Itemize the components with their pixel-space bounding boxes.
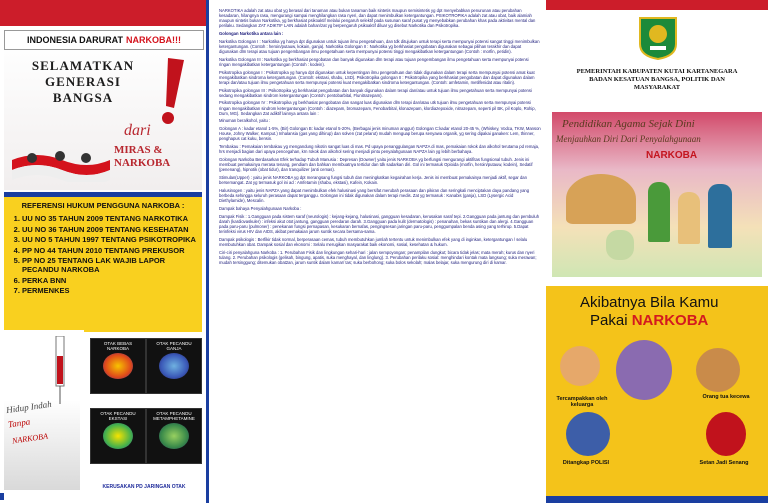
paragraph: Golongan Narkoba Berdasarkan Efek terhadap Tubuh Manusia : Depresan (Downer) yaitu jenis NARKOBA yg berfungsi mengurangi aktifitas fungsional tubuh. Jenis ini membuat pemakainya merasa tenang, pendiam dan bahkan membuatnya tertidur dan tdk sadarkan diri. Gol ini termasuk Opioida (morfin, heroin/putauw, kodein), Sedatif (penenang), hipnotik (obat tidur), dan tranquilizer (anti cemas). bbox=[219, 157, 533, 173]
slogan-line: GENERASI bbox=[45, 74, 121, 89]
paragraph: Ciri-ciri penyalahguna Narkoba : 1. Perubahan Fisik dan lingkungan sehari-hari : jalan sempoyongan; penampilan dungkut; bicara tidak jelas; mata merah; kurus dan nyeri tulang. 2. Perubahan psikologis (gelisah, bingung, apatis, suka menghayal, dan linglung). 3. Perubahan perilaku sosial: menghindari kontak mata langsung; suka merawan; mudah tersinggung; ditemukan obat2an, jarum suntik dalam kamar/ tas; suka berbohong; suka bolos sekolah; malas belajar, suka mengurung diri di kamar. bbox=[219, 249, 537, 265]
cartoon-figure bbox=[560, 346, 600, 386]
paragraph: Stimulan(Upper) : yaitu jenis NARKOBA yg dpt merangsang fungsi tubuh dan meningkatkan kegairahan kerja. Jenis ini membuat pemakainya menjadi aktif, segar dan bersemangat. Zat yg termasuk gol ini ad : Amfetamin (shabu, ekstasi), Kafein, Kokain. bbox=[219, 175, 527, 186]
edu-narkoba: NARKOBA bbox=[646, 150, 698, 161]
list-item: 5. PP NO 25 TENTANG LAK WAJIB LAPOR PECANDU NARKOBA bbox=[22, 256, 202, 274]
dari-text: dari bbox=[124, 122, 151, 139]
slogan bbox=[18, 58, 148, 106]
paragraph: Golongan A : kadar etanol 1-5%, (Bir) Golongan B: kadar etanol 5-20%, (Berbagai jenis minuman anggur) Golongan C:kadar etanol 20-45 %, (Whiskey, Vodca, TKW, Manson House, Johny Walker, Kamput.) Inhalansia (gas yang dihirup) dan solven (zat pelarut) mudah menguap berupa senyawa organik, yg sering dipakai ganaken: Lem, thinner, penghapus cat kuku, bensin. bbox=[219, 126, 541, 142]
brain-blob bbox=[103, 423, 133, 449]
bottom-strip bbox=[546, 496, 768, 503]
brain-scan bbox=[90, 338, 146, 394]
top-banner bbox=[0, 0, 206, 26]
akibat-label: Tercampakkan oleh keluarga bbox=[556, 396, 608, 408]
slogan-line: SELAMATKAN bbox=[31, 58, 135, 73]
government-title bbox=[552, 68, 762, 92]
left-panel bbox=[0, 0, 206, 503]
brain-label: OTAK PECANDU GANJA bbox=[156, 341, 192, 351]
akibat-label: Setan Jadi Senang bbox=[699, 460, 749, 466]
title-banner bbox=[4, 30, 204, 50]
brain-scan bbox=[146, 338, 202, 394]
child-figure bbox=[678, 192, 700, 244]
paragraph: Psikotropika golongan III : Psikotropika yg berkhasiat pengobatan dan banyak digunakan dalam terapi dan/atau untuk tujuan ilmu pengetahuan serta mempunyai potensi sedang mengakibatkan sindrom ketergantungan (Contoh: pentobarbital, Flunitrazepam). bbox=[219, 87, 532, 98]
title-main: INDONESIA DARURAT bbox=[27, 35, 123, 45]
legal-references bbox=[4, 192, 202, 332]
akibat-narkoba: NARKOBA bbox=[631, 312, 709, 329]
graffiti-image bbox=[0, 330, 84, 493]
brain-caption: KERUSAKAN PD JARINGAN OTAK bbox=[102, 484, 186, 490]
cartoon-figure bbox=[566, 412, 610, 456]
child-figure bbox=[648, 182, 670, 242]
gov-line: MASYARAKAT bbox=[633, 84, 681, 91]
brain-blob bbox=[159, 353, 189, 379]
paragraph: Narkotika Golongan I : Narkotika yg hanya dpt digunakan untuk tujuan ilmu pengetahuan, dan tdk ditujukan untuk terapi serta mempunyai potensi sangat tinggi menimbulkan ketergantungan. (Contoh : heroin/putauw, kokain, ganja). Narkotika Golongan II : Narkotika yg berkhasiat pengobatan digunakan sebagai pilihan terakhir dan dapat digunakan dlm terapi atau tujuan pengembangan ilmu pengetahuan serta mempunyai potensi tinggi mengakibatkan ketergantungan (Contoh : morfin, petidin). bbox=[219, 38, 540, 54]
brain-scan bbox=[90, 408, 146, 464]
paragraph: Psikotropika golongan IV : Psikotropika yg berkhasiat pengobatan dan sangat luas digunakan dlm terapi dan/atau utk tujuan ilmu pengetahuan serta mempunyai potensi ringan mengakibatkan sindrom ketergantungan (Contoh : diazepam, bromazepam, Fenobarbital, klonazepam, klordiazepoxide, nitrazepam, seperti pil BK, pil Koplo, Rohip, Dum, MG). Sedangkan Zat adiktif lainnya antara lain : bbox=[219, 100, 536, 116]
akibat-line: Akibatnya Bila Kamu bbox=[580, 294, 719, 311]
narkoba-line: NARKOBA bbox=[114, 157, 171, 169]
miras-narkoba bbox=[114, 144, 170, 170]
akibat-label: Orang tua kecewa bbox=[702, 394, 750, 400]
gov-line: PEMERINTAH KABUPATEN KUTAI KARTANEGARA bbox=[576, 68, 738, 75]
cartoon-figure bbox=[616, 340, 672, 400]
paragraph: Narkotika Golongan III : Narkotika yg berkhasiat pengobatan dan banyak digunakan dlm terapi atau tujuan pengembangan ilmu pengetahuan serta mempunyai potensi ringan mengakibatkan ketergantungan (Contoh : kodein). bbox=[219, 56, 529, 67]
graffiti-line: Hidup Indah bbox=[5, 398, 53, 416]
paragraph: Tembakau : Pemakaian tembakau yg mengandung nikotin sangat luas di mas. Pd upaya penanggulangan NAPZA di mas, pemakaian rokok dan alkohol terutama pd remaja, hrs menjadi bagian dari upaya pencegahan, krn rokok dan alkohol sering menjadi pintu penyalahgunaan NAPZA lain yg lebih berbahaya. bbox=[219, 144, 540, 155]
title-red: NARKOBA!!! bbox=[126, 35, 181, 45]
list-item: 4. PP NO 44 TAHUN 2010 TENTANG PREKUSOR bbox=[22, 246, 202, 255]
list-item: 2. UU NO 36 TAHUN 2009 TENTANG KESEHATAN bbox=[22, 225, 202, 234]
hero-image bbox=[4, 50, 202, 190]
paragraph: Minuman beralkohol, yaitu : bbox=[219, 118, 271, 124]
brain-blob bbox=[159, 423, 189, 449]
paragraph: Dampak Fisik : 1.Gangguan pada sistem saraf (neurologis) : kejang-kejang, halusinasi, gangguan kesadaran, kerusakan saraf tepi. 2.Gangguan pada jantung dan pembuluh darah (kardiovaskuler) : infeksi akut otot jantung, gangguan peredaran darah. 3.Gangguan pada kulit (dermatologis) : penanahan, bekas suntikan dan alergi. 4.Gangguan pada paru-paru (pulmoner) : penekanan fungsi pernapasan, kesukaran bernafas, pengingsesan jaringan paru-paru, penggumpalan benda asing yang terhirup. 5.Dapat terinfeksi virus HIV dan AIDS, akibat pemakaian jarum suntik secara bersama-sama. bbox=[219, 213, 540, 234]
refs-list bbox=[4, 214, 202, 295]
edu-line: Menjauhkan Diri Dari Penyalahgunaan bbox=[556, 134, 701, 144]
akibat-pakai: Pakai bbox=[590, 312, 628, 329]
list-item: 1. UU NO 35 TAHUN 2009 TENTANG NARKOTIKA bbox=[22, 214, 202, 223]
graffiti-line: NARKOBA bbox=[11, 431, 49, 446]
list-item: 3. UU NO 5 TAHUN 1997 TENTANG PSIKOTROPIKA bbox=[22, 235, 202, 244]
list-item: 7. PERMENKES bbox=[22, 286, 202, 295]
akibat-label: Ditangkap POLISI bbox=[562, 460, 610, 466]
paragraph: Dampak psikologis : Berfikir tidak normal, berperasaan cemas, tubuh membutuhkan jumlah tertentu untuk menimbulkan efek yang di inginkan, ketergantungan / selalu membutuhkan obat. Dampak sosial dan ekonomi : Selalu merugikan masyarakat baik ekonomi, sosial, kesehatan & hukum. bbox=[219, 236, 528, 247]
paragraph: Halusinogen : yaitu jenis NAPZA yang dapat menimbulkan efek halusinasi yang bersifat merubah perasaan dan pikiran dan seringkali menciptakan daya pandang yang berbeda sehingga seluruh perasaan dapat terganggu. Golongan ini tidak digunakan dalam terapi medis. Zat yg termasuk : Kanabis (ganja), LSD (Lysergic Acid Diethylamide), Mescalin. bbox=[219, 187, 530, 204]
brain-label: OTAK PECANDU METAMPHETAMINE bbox=[153, 411, 195, 421]
child-figure bbox=[708, 184, 732, 248]
edu-line: Pendidikan Agama Sejak Dini bbox=[562, 118, 695, 130]
top-banner bbox=[546, 0, 768, 10]
brain-label: OTAK PECANDU EKSTASI bbox=[100, 411, 136, 421]
gov-line: BADAN KESATUAN BANGSA, POLITIK DAN bbox=[589, 76, 725, 83]
brain-scan bbox=[146, 408, 202, 464]
devil-figure bbox=[706, 412, 746, 456]
exclamation-icon bbox=[154, 56, 190, 128]
center-text-panel bbox=[206, 0, 552, 503]
akibat-line bbox=[590, 312, 708, 329]
syringe-icon bbox=[46, 336, 76, 406]
list-item: 6. PERKA BNN bbox=[22, 276, 202, 285]
brain-blob bbox=[103, 353, 133, 379]
right-panel bbox=[546, 0, 768, 503]
paragraph: Psikotropika golongan I : Psikotropika yg hanya dpt digunakan untuk kepentingan ilmu pengetahuan dan tidak digunakan dalam terapi serta mempunyai potensi amat kuat mengakibatkan sindroma ketergantungan. (Contoh: ekstasi, shabu, LSD). Psikotropika golongan II : Psikotropika yang berkhasiat pengobatan dan dapat digunakan dalam terapi dan/atau tujuan ilmu pengetahuan serta mempunyai potensi kuat mengakibatkan sindroma ketergantungan. (Contoh: amfetamin, metilfenidat atau ritalin). bbox=[219, 69, 535, 85]
religion-education-poster bbox=[552, 112, 762, 277]
cartoon-figure bbox=[696, 348, 740, 392]
center-body bbox=[209, 0, 549, 272]
refs-title: REFERENSI HUKUM PENGGUNA NARKOBA : bbox=[21, 201, 185, 210]
paragraph: Golongan Narkotika antara lain : bbox=[219, 30, 284, 36]
graffiti-line: Tanpa bbox=[7, 416, 31, 430]
child-figure bbox=[606, 230, 634, 260]
government-emblem-icon bbox=[638, 16, 678, 60]
brain-scan-grid bbox=[86, 336, 202, 484]
brain-label: OTAK BEBAS NARKOBA bbox=[103, 341, 133, 351]
mosque-dome-illustration bbox=[566, 174, 636, 224]
consequences-poster bbox=[546, 286, 768, 496]
paragraph: Dampak bahaya Penyalahgunaan Narkoba : bbox=[219, 205, 302, 211]
miras-line: MIRAS & bbox=[114, 144, 163, 156]
paragraph: NARKOTIKA adalah zat atau obat yg berasal dari tanaman atau bukan tanaman baik sintetis maupun semisintetis yg dpt menyebabkan penurunan atau perubahan kesadaran, hilangnya rasa, mengurangi sampai menghilangkan rasa nyeri, dan dapat menimbulkan ketergantungan. PSIKOTROPIKA adalah zat atau obat, baik alamiah maupun sintetis bukan Narkotika, yg berkhasiat psikoaktif melalui pengaruh selektif pada susunan saraf pusat yg menyebabkan perubahan khas pada aktivitas mental dan perilaku. Sedangkan ZAT ADIKTIF LAIN adalah bahan/zat yg berpengaruh psikoaktif diluar yg disebut Narkotika dan Psikotropika. bbox=[219, 8, 536, 29]
flag-people-illustration bbox=[12, 150, 110, 182]
slogan-line: BANGSA bbox=[52, 90, 114, 105]
